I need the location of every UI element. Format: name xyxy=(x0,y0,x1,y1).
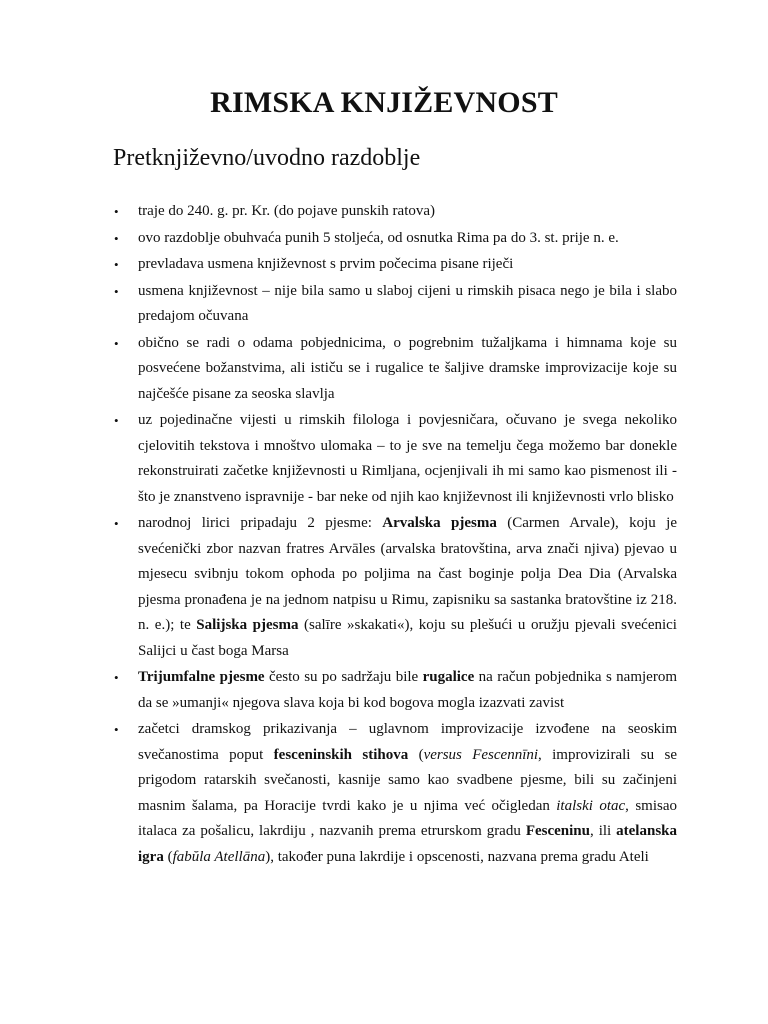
bullet-icon: • xyxy=(114,722,119,737)
list-item: • narodnoj lirici pripadaju 2 pjesme: Arvalska pjesma (Carmen Arvale), koju je svećenički zbor nazvan fratres Arvāles (arvalska bratovština, arva znači njiva) pjevao u mjesecu svibnju tokom ophoda po poljima na čast boginje polja Dea Dia (Arvalska pjesma pronađena je na jednom natpisu u Rimu, zapisniku sa sastanka bratovštine iz 218. n. e.); te Salijska pjesma (salīre »skakati«), koju su plešući u oružju pjevali svećenici Salijci u čast boga Marsa xyxy=(113,511,677,664)
bullet-icon: • xyxy=(114,283,119,299)
italic-term: versus Fescennīni xyxy=(423,746,539,763)
bullet-icon: • xyxy=(114,204,119,219)
list-item: • uz pojedinačne vijesti u rimskih filologa i povjesničara, očuvano je svega nekoliko cjelovitih tekstova i mnoštvo ulomaka – to je sve na temelju čega možemo bar donekle rekonstruirati začetke književnosti u Rimljana, ocjenjivali ih mi samo kao pismenost ili - što je znanstveno ispravnije - bar neke od njih kao književnost ili književnosti vrlo blisko xyxy=(113,408,677,510)
bold-term: Trijumfalne pjesme xyxy=(138,669,265,685)
bold-term: Fesceninu xyxy=(525,823,590,839)
bullet-icon: • xyxy=(114,670,119,685)
italic-term: italski otac xyxy=(556,797,626,814)
bold-term: fesceninskih stihova xyxy=(273,746,409,763)
list-item: • začetci dramskog prikazivanja – uglavnom improvizacije izvođene na seoskim svečanostima poput fesceninskih stihova (versus Fescennīni, improvizirali su se prigodom ratarskih svečanosti, kasnije samo kao svadbene pjesme, bili su začinjeni masnim šalama, pa Horacije tvrdi kako je u njima već očigledan italski otac, smisao italaca za pošalicu, lakrdiju , nazvanih prema etrurskom gradu Fesceninu, ili atelanska igra (fabŭla Atellāna), također puna lakrdije i opscenosti, nazvana prema gradu Ateli xyxy=(113,717,677,870)
italic-term: fabŭla Atellāna xyxy=(172,848,266,865)
bullet-icon: • xyxy=(114,413,119,428)
bullet-icon: • xyxy=(114,257,119,272)
list-item: • ovo razdoblje obuhvaća punih 5 stoljeća, od osnutka Rima pa do 3. st. prije n. e. xyxy=(113,226,677,252)
bullet-list xyxy=(113,199,677,871)
bullet-icon: • xyxy=(114,335,119,351)
list-item: • usmena književnost – nije bila samo u slaboj cijeni u rimskih pisaca nego je bila i slabo predajom očuvana xyxy=(113,279,677,330)
list-item: • obično se radi o odama pobjednicima, o pogrebnim tužaljkama i himnama koje su posvećene božanstvima, ali ističu se i rugalice te šaljive dramske improvizacije koje su najčešće pisane za seoska slavlja xyxy=(113,331,677,408)
bold-term: rugalice xyxy=(422,669,475,685)
document-title: RIMSKA KNJIŽEVNOST xyxy=(210,86,558,119)
bold-term: Arvalska pjesma xyxy=(382,515,497,531)
section-heading: Pretknjiževno/uvodno razdoblje xyxy=(113,145,421,171)
list-item: • Trijumfalne pjesme često su po sadržaju bile rugalice na račun pobjednika s namjerom da se »umanji« njegova slava koja bi kod bogova mogla izazvati zavist xyxy=(113,665,677,716)
bullet-icon: • xyxy=(114,516,119,531)
list-item: • prevladava usmena književnost s prvim počecima pisane riječi xyxy=(113,252,677,278)
bold-term: atelanska igra xyxy=(138,823,677,865)
bold-term: Salijska pjesma xyxy=(196,617,299,633)
list-item: • traje do 240. g. pr. Kr. (do pojave punskih ratova) xyxy=(113,199,677,225)
bullet-icon: • xyxy=(114,230,119,246)
